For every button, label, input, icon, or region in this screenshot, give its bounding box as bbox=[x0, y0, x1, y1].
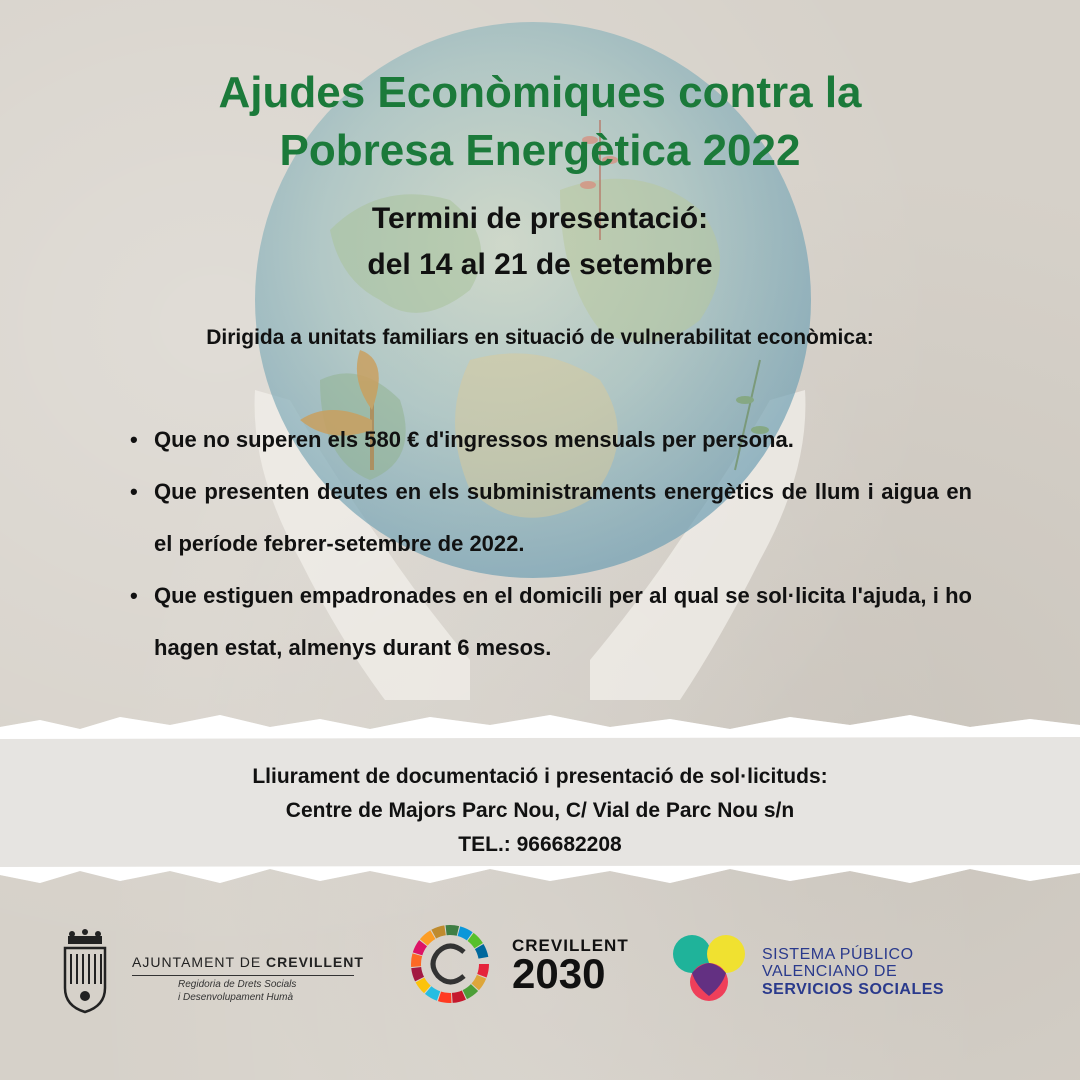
divider bbox=[132, 975, 354, 976]
list-item bbox=[130, 466, 972, 570]
crevillent-label: CREVILLENT bbox=[512, 936, 629, 955]
contact-address: Centre de Majors Parc Nou, C/ Vial de Parc Nou s/n bbox=[285, 799, 795, 822]
title-line-1: Ajudes Econòmiques contra la bbox=[218, 68, 862, 117]
deadline bbox=[0, 196, 1080, 288]
deadline-line-2: del 14 al 21 de setembre bbox=[367, 248, 713, 281]
sps-line-3: SERVICIOS SOCIALES bbox=[762, 981, 945, 998]
logos-bar bbox=[0, 920, 1080, 1020]
ajuntament-sub1: Regidoria de Drets Socials bbox=[178, 979, 297, 990]
sdg-wheel-icon bbox=[408, 922, 492, 1006]
condition-text: Que estiguen empadronades en el domicili per al qual se sol·licita l'ajuda, i ho hagen estat, almenys durant 6 mesos. bbox=[154, 583, 972, 660]
deadline-line-1: Termini de presentació: bbox=[371, 202, 709, 235]
crevillent-2030-logo bbox=[408, 920, 648, 1010]
title-line-2: Pobresa Energètica 2022 bbox=[279, 126, 801, 175]
contact-info bbox=[0, 760, 1080, 862]
conditions-list bbox=[130, 414, 972, 674]
sps-logo bbox=[670, 934, 970, 1014]
sps-circles-icon bbox=[670, 934, 748, 1006]
list-item bbox=[130, 414, 972, 466]
sps-line-1: SISTEMA PÚBLICO bbox=[762, 946, 914, 963]
list-item bbox=[130, 570, 972, 674]
bullet-icon: • bbox=[130, 479, 138, 504]
ajuntament-logo bbox=[60, 928, 364, 1018]
condition-text: Que presenten deutes en els subministraments energètics de llum i aigua en el període febrer-setembre de 2022. bbox=[154, 479, 972, 556]
ajuntament-name: AJUNTAMENT DE CREVILLENT bbox=[132, 954, 364, 970]
crest-icon bbox=[60, 928, 110, 1014]
contact-phone: TEL.: 966682208 bbox=[458, 833, 622, 856]
page-title bbox=[0, 64, 1080, 180]
sps-line-2: VALENCIANO DE bbox=[762, 963, 898, 980]
bullet-icon: • bbox=[130, 583, 138, 608]
intro-text: Dirigida a unitats familiars en situació de vulnerabilitat econòmica: bbox=[206, 326, 874, 349]
ajuntament-sub2: i Desenvolupament Humà bbox=[178, 992, 294, 1003]
bullet-icon: • bbox=[130, 427, 138, 452]
year-label: 2030 bbox=[512, 950, 606, 997]
contact-line-1: Lliurament de documentació i presentació de sol·licituds: bbox=[252, 765, 828, 788]
condition-text: Que no superen els 580 € d'ingressos mensuals per persona. bbox=[154, 427, 794, 452]
